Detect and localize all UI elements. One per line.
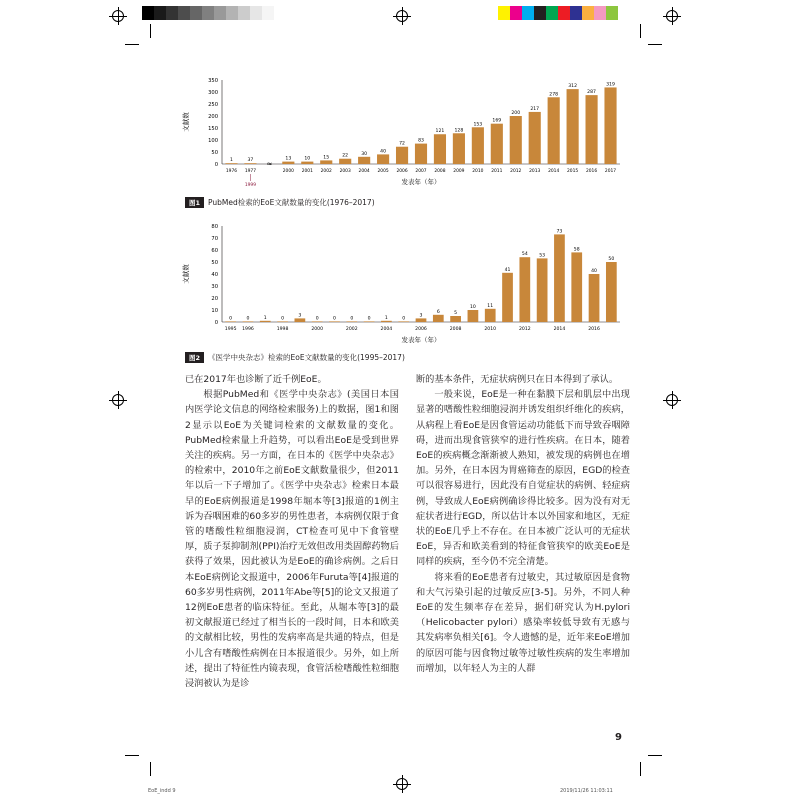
bar-value-label: 58 (573, 247, 580, 253)
bar (225, 321, 236, 322)
bar-value-label: 11 (487, 303, 494, 309)
y-tick-label: 40 (211, 272, 218, 278)
color-swatch (558, 6, 570, 20)
color-swatch (238, 6, 250, 20)
y-tick-label: 60 (211, 248, 218, 254)
x-tick-label: 2014 (548, 169, 560, 174)
bar (468, 310, 479, 322)
bar-value-label: 3 (419, 313, 423, 319)
bar-value-label: 40 (591, 269, 597, 274)
bar-value-label: 169 (492, 118, 502, 124)
bar (519, 257, 530, 322)
crop-mark (125, 44, 139, 45)
registration-mark-right (666, 394, 678, 406)
x-tick-label: 1995 (224, 327, 237, 332)
axis-break: ≈ (266, 160, 273, 168)
body-paragraph: 一般来说，EoE是一种在黏膜下层和肌层中出现显著的嗜酸性粒细胞浸润并诱发组织纤维化的疾病，从病程上看EoE是因食管运动功能低下而导致吞咽障碍，进而出现食管狭窄的进行性疾病。在日本，随着EoE的疾病概念渐渐被人熟知，被发现的病例也在增加。另外，在日本因为胃癌筛查的原因，EGD的检查可以很容易进行，因此没有自觉症状的病例、轻症病例，导致成人EoE病例确诊得比较多。因为没有对无症状者进行EGD，所以估计本以外国家和地区，无症状的EoE几乎上不存在。在日本被广泛认可的无症状EoE，异否和欧美看到的特征食管狭窄的欧美EoE是同样的疾病，至今仍不完全清楚。 (416, 389, 630, 568)
bar-value-label: 312 (568, 84, 578, 90)
x-tick-label: 2017 (604, 169, 617, 174)
color-swatch (522, 6, 534, 20)
x-tick-label: 2004 (358, 169, 370, 174)
registration-mark-top-left (112, 10, 124, 22)
x-tick-label: 2001 (301, 169, 313, 174)
bar (339, 159, 351, 164)
body-right-column (416, 372, 630, 676)
bar-value-label: 41 (504, 267, 511, 273)
bar (548, 97, 560, 164)
bar (312, 321, 323, 322)
bar-value-label: 22 (342, 153, 349, 159)
bar (398, 321, 409, 322)
x-axis-label: 发表年（年） (401, 178, 441, 186)
x-tick-label: 1977 (244, 169, 257, 174)
grayscale-color-bar (142, 6, 274, 20)
x-tick-label: 2012 (518, 327, 531, 332)
bar-value-label: 37 (247, 158, 254, 164)
bar (472, 127, 484, 164)
color-swatch (178, 6, 190, 20)
bar-value-label: 50 (608, 257, 615, 262)
x-tick-label: 2011 (491, 169, 503, 174)
color-swatch (202, 6, 214, 20)
x-break-label: 1999 (244, 183, 257, 188)
registration-mark-left (112, 394, 124, 406)
y-tick-label: 50 (211, 260, 218, 266)
x-tick-label: 2000 (311, 327, 324, 332)
bar-value-label: 30 (361, 151, 368, 157)
bar-value-label: 13 (285, 156, 292, 162)
bar-value-label: 0 (281, 316, 285, 322)
y-tick-label: 30 (211, 284, 218, 290)
crop-mark (150, 762, 151, 776)
bar-value-label: 278 (549, 92, 559, 98)
bar (364, 321, 375, 322)
bar (381, 321, 392, 322)
figure1-caption (185, 197, 375, 208)
bar (282, 162, 294, 164)
footer-file-name: EoE_indd 9 (148, 788, 176, 794)
bar (415, 144, 427, 164)
bar-value-label: 319 (606, 82, 615, 88)
chart-pubmed-eoe-articles (180, 72, 626, 192)
bar-value-label: 53 (539, 253, 546, 259)
figure2-title: 《医学中央杂志》检索的EoE文献数量的变化(1995–2017) (208, 353, 405, 362)
bar (450, 316, 461, 322)
y-tick-label: 300 (208, 90, 218, 96)
bar-value-label: 0 (229, 316, 233, 322)
y-tick-label: 80 (211, 224, 218, 230)
bar-value-label: 0 (315, 316, 319, 322)
x-tick-label: 2002 (320, 169, 332, 174)
bar (510, 116, 522, 164)
body-left-column (185, 372, 399, 691)
bar (604, 87, 616, 164)
bar-value-label: 1 (263, 315, 267, 321)
bar-value-label: 0 (367, 316, 371, 322)
bar (589, 274, 600, 322)
y-tick-label: 150 (208, 126, 218, 132)
bar-value-label: 5 (454, 311, 458, 316)
bar (346, 321, 357, 322)
x-tick-label: 2013 (529, 169, 541, 174)
color-swatch (582, 6, 594, 20)
bar (491, 124, 503, 164)
y-axis-label: 文献数 (182, 264, 190, 284)
crop-mark (640, 24, 641, 38)
bar-value-label: 54 (521, 252, 528, 258)
bar-value-label: 1 (230, 158, 233, 164)
bar (485, 309, 496, 322)
color-swatch (498, 6, 510, 20)
color-swatch (510, 6, 522, 20)
bar-value-label: 40 (380, 149, 387, 155)
bar (244, 163, 256, 164)
bar (567, 89, 579, 164)
color-swatch (606, 6, 618, 20)
figure1-title: PubMed检索的EoE文献数量的变化(1976–2017) (208, 198, 375, 207)
color-swatch (226, 6, 238, 20)
crop-mark (648, 44, 662, 45)
bar (277, 321, 288, 322)
x-tick-label: 2010 (484, 327, 497, 332)
crop-mark (648, 755, 662, 756)
body-paragraph: 已在2017年也诊断了近千例EoE。 (185, 374, 327, 385)
bar-value-label: 83 (418, 138, 424, 144)
bar-value-label: 1 (384, 315, 388, 321)
bar-value-label: 0 (333, 316, 336, 322)
bar (329, 321, 340, 322)
bar (453, 133, 465, 164)
body-paragraph: 将来看的EoE患者有过敏史，其过敏原因是食物和大气污染引起的过敏反应[3-5]。另外，不同人种EoE的发生频率存在差异，据们研究认为H.pylori（Helicobacter pylori）感染率较低导致有无感与其发病率负相关[6]。令人遗憾的是，近年来EoE增加的原因可能与因食物过敏等过敏性疾病的发生率增加而增加，以年轻人为主的人群 (416, 571, 630, 674)
y-tick-label: 50 (211, 150, 218, 156)
bar (320, 160, 332, 164)
x-tick-label: 1976 (225, 169, 238, 174)
x-tick-label: 2006 (396, 169, 408, 174)
bar-value-label: 128 (454, 128, 464, 134)
bar (571, 252, 582, 322)
y-tick-label: 0 (214, 320, 218, 326)
color-swatch (154, 6, 166, 20)
x-tick-label: 2012 (510, 169, 522, 174)
bar-value-label: 6 (436, 309, 440, 315)
bar (377, 154, 389, 164)
y-tick-label: 350 (208, 78, 218, 84)
bar (554, 234, 565, 322)
x-tick-label: 2004 (380, 327, 393, 332)
bar-value-label: 0 (350, 316, 354, 322)
x-tick-label: 2016 (585, 169, 598, 174)
y-tick-label: 200 (208, 114, 218, 120)
color-swatch (142, 6, 154, 20)
x-tick-label: 2005 (377, 169, 389, 174)
bar-value-label: 0 (246, 316, 250, 322)
y-tick-label: 0 (214, 162, 218, 168)
bar-value-label: 287 (587, 90, 596, 96)
x-tick-label: 2014 (553, 327, 566, 332)
bar-value-label: 121 (435, 129, 445, 135)
bar-value-label: 0 (402, 316, 406, 322)
color-swatch (534, 6, 546, 20)
bar (358, 157, 370, 164)
x-tick-label: 2000 (282, 169, 294, 174)
x-tick-label: 2016 (588, 327, 600, 332)
x-tick-label: 2010 (472, 169, 484, 174)
color-swatch (546, 6, 558, 20)
bar-value-label: 73 (556, 229, 563, 235)
y-tick-label: 70 (211, 236, 218, 242)
bar (225, 163, 237, 164)
crop-mark (150, 24, 151, 38)
color-swatch (570, 6, 582, 20)
crop-mark (125, 755, 139, 756)
cmyk-color-bar (498, 6, 630, 20)
color-swatch (250, 6, 262, 20)
x-tick-label: 2003 (339, 169, 351, 174)
chart-ichushi-eoe-articles (180, 220, 626, 348)
color-swatch (618, 6, 630, 20)
bar-value-label: 72 (399, 141, 405, 147)
figure2-tag: 图2 (185, 352, 204, 363)
color-swatch (214, 6, 226, 20)
bar (301, 162, 313, 164)
x-tick-label: 2002 (345, 327, 358, 332)
y-tick-label: 10 (211, 308, 218, 314)
body-paragraph: 断的基本条件，无症状病例只在日本得到了承认。 (416, 374, 619, 385)
bar (502, 273, 513, 322)
bar (243, 321, 254, 322)
y-axis-label: 文献数 (182, 112, 190, 132)
registration-mark-bottom (396, 778, 408, 790)
x-tick-label: 2008 (434, 169, 446, 174)
bar-value-label: 15 (323, 155, 330, 161)
color-swatch (166, 6, 178, 20)
footer-timestamp: 2019/11/26 11:03:11 (560, 788, 613, 794)
x-tick-label: 1996 (242, 327, 254, 332)
x-tick-label: 1998 (276, 327, 289, 332)
color-swatch (594, 6, 606, 20)
bar (416, 318, 427, 322)
bar-value-label: 217 (530, 106, 540, 112)
color-swatch (190, 6, 202, 20)
body-paragraph: 根据PubMed和《医学中央杂志》(美国日本国内医学论文信息的网络检索服务)上的数据，图1和图2显示以EoE为关键词检索的文献数量的变化。PubMed检索量上升趋势，可以看出EoE是受到世界关注的疾病。另一方面，在日本的《医学中央杂志》的检索中，2010年之前EoE文献数量很少，但2011年以后一下子增加了。《医学中央杂志》检索日本最早的EoE病例报道是1998年堀本等[3]报道的1例主诉为吞咽困难的60多岁的男性患者，本病例仅限于食管的嗜酸性粒细胞浸润，CT检查可见中下食管壁厚，质子泵抑制剂(PPI)治疗无效但改用类固醇药物后获得了效果，因此被认为是EoE的确诊病例。之后日本EoE病例论文报道中，2006年Furuta等[4]报道的60多岁男性病例，2011年Abe等[5]的论文又报道了12例EoE患者的临床特征。至此，从堀本等[3]的最初文献报道已经过了相当长的一段时间，日本和欧美的文献相比较，男性的发病率高是共通的特点，但是小儿含有嗜酸性病例在日本报道很少。另外，如上所述，提出了特征性内镜表现，食管活检嗜酸性粒细胞浸润被认为是诊 (185, 389, 399, 690)
x-tick-label: 2006 (415, 327, 427, 332)
bar (260, 321, 271, 322)
registration-mark-top-right (666, 10, 678, 22)
x-tick-label: 2007 (415, 169, 427, 174)
x-axis-label: 发表年（年） (401, 336, 441, 344)
bar-value-label: 3 (298, 313, 302, 319)
bar-value-label: 10 (304, 156, 311, 162)
figure2-caption (185, 352, 405, 363)
bar-value-label: 10 (469, 305, 476, 310)
figure1-tag: 图1 (185, 197, 204, 208)
crop-mark (640, 762, 641, 776)
color-swatch (262, 6, 274, 20)
page-number: 9 (615, 732, 622, 743)
y-tick-label: 100 (208, 138, 218, 144)
registration-mark-top-center (396, 10, 408, 22)
x-tick-label: 2009 (453, 169, 465, 174)
bar (537, 258, 548, 322)
bar (433, 315, 444, 322)
x-tick-label: 2015 (567, 169, 579, 174)
bar-value-label: 200 (511, 111, 521, 116)
bar-value-label: 153 (473, 122, 483, 128)
bar (434, 134, 446, 164)
bar (529, 112, 541, 164)
bar (295, 318, 306, 322)
y-tick-label: 20 (211, 296, 218, 302)
bar (586, 95, 598, 164)
y-tick-label: 250 (208, 102, 218, 108)
x-tick-label: 2008 (449, 327, 462, 332)
bar (606, 262, 617, 322)
bar (396, 147, 408, 164)
